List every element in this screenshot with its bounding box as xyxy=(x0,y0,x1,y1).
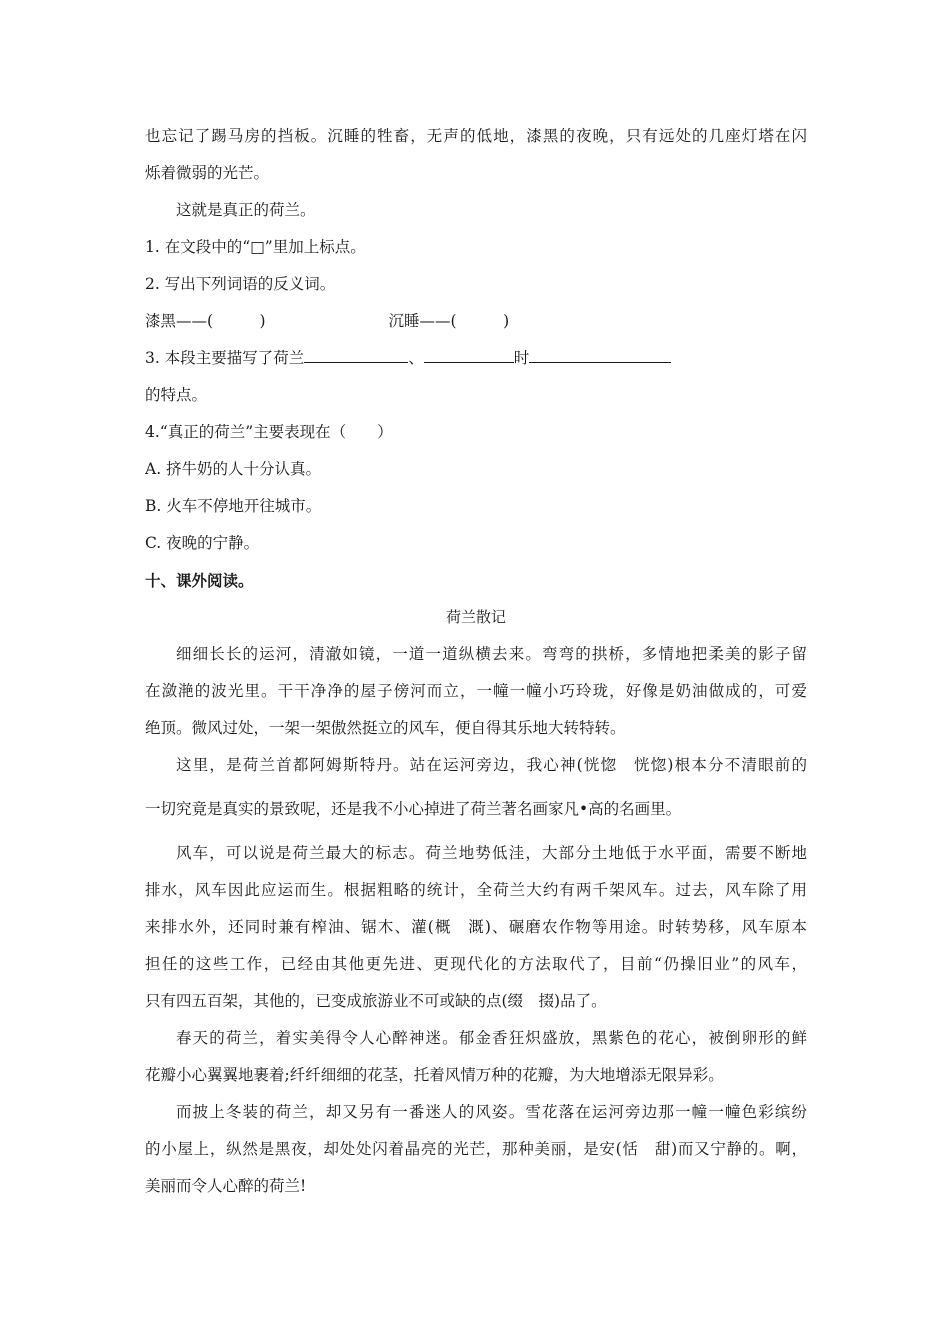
question-2: 2. 写出下列词语的反义词。 xyxy=(145,275,336,293)
question-3-separator: 、 xyxy=(408,349,424,367)
article-line: 细细长长的运河，清澈如镜，一道一道纵横去来。弯弯的拱桥，多情地把柔美的影子留 xyxy=(176,645,807,663)
article-line: 在潋滟的波光里。干干净净的屋子傍河而立，一幢一幢小巧玲珑，好像是奶油做成的，可爱 xyxy=(145,682,807,700)
answer-blank[interactable] xyxy=(424,344,514,363)
article-title: 荷兰散记 xyxy=(445,608,506,626)
article-line: 绝顶。微风过处，一架一架傲然挺立的风车，便自得其乐地大转特转。 xyxy=(145,719,626,737)
option-b: B. 火车不停地开往城市。 xyxy=(145,497,322,515)
article-line: 美丽而令人心醉的荷兰! xyxy=(145,1177,307,1195)
article-line: 排水，风车因此应运而生。根据粗略的统计，全荷兰大约有两千架风车。过去，风车除了用 xyxy=(145,881,807,899)
question-4: 4.“真正的荷兰”主要表现在（ ） xyxy=(145,423,393,441)
passage-line: 也忘记了踢马房的挡板。沉睡的牲畜，无声的低地，漆黑的夜晚，只有远处的几座灯塔在闪 xyxy=(145,127,807,145)
antonym-item: 漆黑——( ) xyxy=(145,312,266,330)
question-3-suffix: 的特点。 xyxy=(145,386,208,404)
question-3-separator: 时 xyxy=(513,349,530,367)
passage-line: 烁着微弱的光芒。 xyxy=(145,164,270,182)
document-page xyxy=(145,118,807,1205)
answer-blank[interactable] xyxy=(529,344,671,363)
option-c: C. 夜晚的宁静。 xyxy=(145,534,260,552)
question-2-antonyms xyxy=(145,303,807,340)
article-line: 春天的荷兰，着实美得令人心醉神迷。郁金香狂炽盛放，黑紫色的花心，被倒卵形的鲜 xyxy=(176,1029,807,1047)
question-1: 1. 在文段中的“□”里加上标点。 xyxy=(145,238,366,256)
article-line: 的小屋上，纵然是黑夜，却处处闪着晶亮的光芒，那种美丽，是安(恬 甜)而又宁静的。啊， xyxy=(145,1140,807,1158)
option-a: A. 挤牛奶的人十分认真。 xyxy=(145,460,322,478)
article-line: 花瓣小心翼翼地裹着;纤纤细细的花茎，托着风情万种的花瓣，为大地增添无限异彩。 xyxy=(145,1066,724,1084)
article-line: 一切究竟是真实的景致呢，还是我不小心掉进了荷兰著名画家凡•高的名画里。 xyxy=(145,800,682,818)
article-line: 这里，是荷兰首都阿姆斯特丹。站在运河旁边，我心神(恍惚 恍惚)根本分不清眼前的 xyxy=(176,756,807,774)
article-line: 来排水外，还同时兼有榨油、锯木、灌(概 溉)、碾磨农作物等用途。时转势移，风车原本 xyxy=(145,918,807,936)
passage-line: 这就是真正的荷兰。 xyxy=(176,201,316,219)
article-line: 而披上冬装的荷兰，却又另有一番迷人的风姿。雪花落在运河旁边那一幢一幢色彩缤纷 xyxy=(176,1103,807,1121)
article-line: 风车，可以说是荷兰最大的标志。荷兰地势低洼，大部分土地低于水平面，需要不断地 xyxy=(176,844,807,862)
antonym-item: 沉睡——( ) xyxy=(388,312,510,330)
article-line: 只有四五百架，其他的，已变成旅游业不可或缺的点(缀 掇)品了。 xyxy=(145,992,607,1010)
question-3 xyxy=(145,340,807,377)
article-line: 担任的这些工作，已经由其他更先进、更现代化的方法取代了，目前“仍操旧业”的风车， xyxy=(145,955,807,973)
answer-blank[interactable] xyxy=(304,344,408,363)
section-heading: 十、课外阅读。 xyxy=(145,571,254,590)
question-3-prefix: 3. 本段主要描写了荷兰 xyxy=(145,349,305,367)
